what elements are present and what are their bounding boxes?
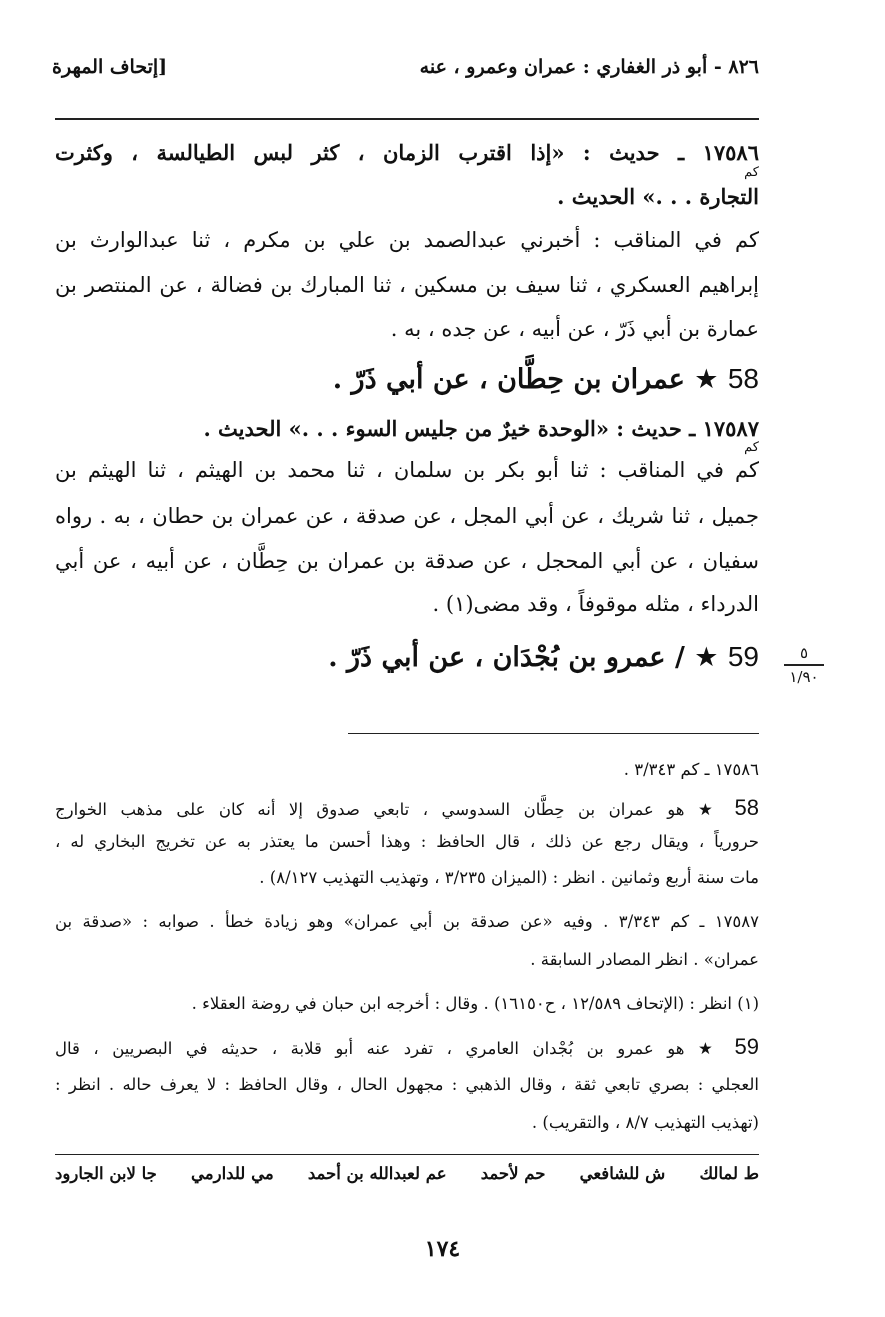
running-header [52, 56, 759, 96]
abbreviation-item: حم لأحمد [480, 1164, 546, 1183]
section-58-heading [55, 363, 759, 395]
isnad-line: سفيان ، عن أبي المحجل ، عن صدقة بن عمران بن حِطَّان ، عن أبيه ، عن أبي [55, 549, 759, 573]
footnote-text: هو عمران بن حِطَّان السدوسي ، تابعي صدوق إلا أنه كان على مذهب الخوارج [55, 800, 685, 819]
footnote: ١٧٥٨٧ ـ كم ٣/٣٤٣ . وفيه «عن صدقة بن أبي عمران» وهو زيادة خطأ . صوابه : «صدقة بن [55, 912, 760, 931]
section-number: 58 [734, 795, 760, 820]
star-icon: ★ [698, 800, 722, 819]
abbreviation-rule [55, 1154, 759, 1155]
star-icon: ★ [697, 1039, 721, 1058]
abbreviation-item: ش للشافعي [579, 1164, 666, 1183]
margin-volume-mark: ٥ [799, 644, 809, 662]
abbreviation-key [55, 1164, 759, 1183]
hadith-17586-heading: ١٧٥٨٦ ـ حديث : «إذا اقترب الزمان ، كثر لبس الطيالسة ، وكثرت [55, 140, 759, 165]
footnote-separator [348, 733, 759, 734]
footnote [55, 795, 759, 821]
footnote-text: هو عمرو بن بُجْدان العامري ، تفرد عنه أبو قلابة ، حديثه في البصريين ، قال [55, 1039, 685, 1058]
footnote: مات سنة أربع وثمانين . انظر : (الميزان ٣/٢٣٥ ، وتهذيب التهذيب ٨/١٢٧) . [259, 868, 759, 887]
margin-rule [784, 664, 824, 666]
footnote: العجلي : بصري تابعي ثقة ، وقال الذهبي : مجهول الحال ، وقال الحافظ : لا يعرف حاله . انظر : [55, 1075, 759, 1094]
isnad-line: عمارة بن أبي ذَرّ ، عن أبيه ، عن جده ، به . [390, 317, 759, 341]
book-title: [إتحاف المهرة [52, 56, 168, 78]
hadith-17586-heading-cont: التجارة . . .» الحديث . [557, 184, 759, 209]
header-rule [55, 118, 759, 120]
hadith-17587-heading: ١٧٥٨٧ ـ حديث : «الوحدة خيرٌ من جليس السوء . . .» الحديث . [203, 416, 759, 441]
margin-page-ref: ١/٩٠ [789, 668, 819, 686]
isnad-line: كم في المناقب : ثنا أبو بكر بن سلمان ، ثنا محمد بن الهيثم ، ثنا الهيثم بن [55, 458, 759, 482]
star-icon: ★ [694, 364, 719, 395]
kam-marker: كم [744, 165, 759, 180]
isnad-line: إبراهيم العسكري ، ثنا سيف بن مسكين ، ثنا المبارك بن فضالة ، عن المنتصر بن [55, 273, 759, 297]
kam-marker: كم [744, 440, 759, 455]
section-title: / عمرو بن بُجْدَان ، عن أبي ذَرّ . [328, 642, 685, 673]
page-title: ٨٢٦ - أبو ذر الغفاري : عمران وعمرو ، عنه [419, 56, 759, 78]
section-number: 58 [727, 363, 759, 394]
abbreviation-item: ط لمالك [699, 1164, 759, 1183]
page-number: ١٧٤ [424, 1236, 461, 1262]
section-number: 59 [734, 1034, 759, 1059]
isnad-line: كم في المناقب : أخبرني عبدالصمد بن علي بن مكرم ، ثنا عبدالوارث بن [55, 228, 759, 252]
footnote: عمران» . انظر المصادر السابقة . [530, 950, 759, 969]
footnote: حرورياً ، ويقال رجع عن ذلك ، قال الحافظ : وهذا أحسن ما يعتذر به عن تخريج البخاري له ، [55, 832, 759, 851]
footnote: ١٧٥٨٦ ـ كم ٣/٣٤٣ . [623, 760, 759, 779]
abbreviation-item: عم لعبدالله بن أحمد [307, 1164, 447, 1183]
star-icon: ★ [694, 642, 719, 673]
section-title: عمران بن حِطَّان ، عن أبي ذَرّ . [332, 364, 685, 395]
section-59-heading [55, 641, 759, 673]
section-number: 59 [727, 641, 759, 672]
footnote: (تهذيب التهذيب ٨/٧ ، والتقريب) . [531, 1113, 759, 1132]
footnote: (١) انظر : (الإتحاف ١٢/٥٨٩ ، ح١٦١٥٠) . وقال : أخرجه ابن حبان في روضة العقلاء . [191, 994, 759, 1013]
abbreviation-item: مي للدارمي [191, 1164, 274, 1183]
isnad-line: الدرداء ، مثله موقوفاً ، وقد مضى(١) . [432, 592, 759, 616]
abbreviation-item: جا لابن الجارود [55, 1164, 157, 1183]
isnad-line: جميل ، ثنا شريك ، عن أبي المجل ، عن صدقة ، عن عمران بن حطان ، به . رواه [55, 504, 759, 528]
footnote [55, 1034, 759, 1060]
